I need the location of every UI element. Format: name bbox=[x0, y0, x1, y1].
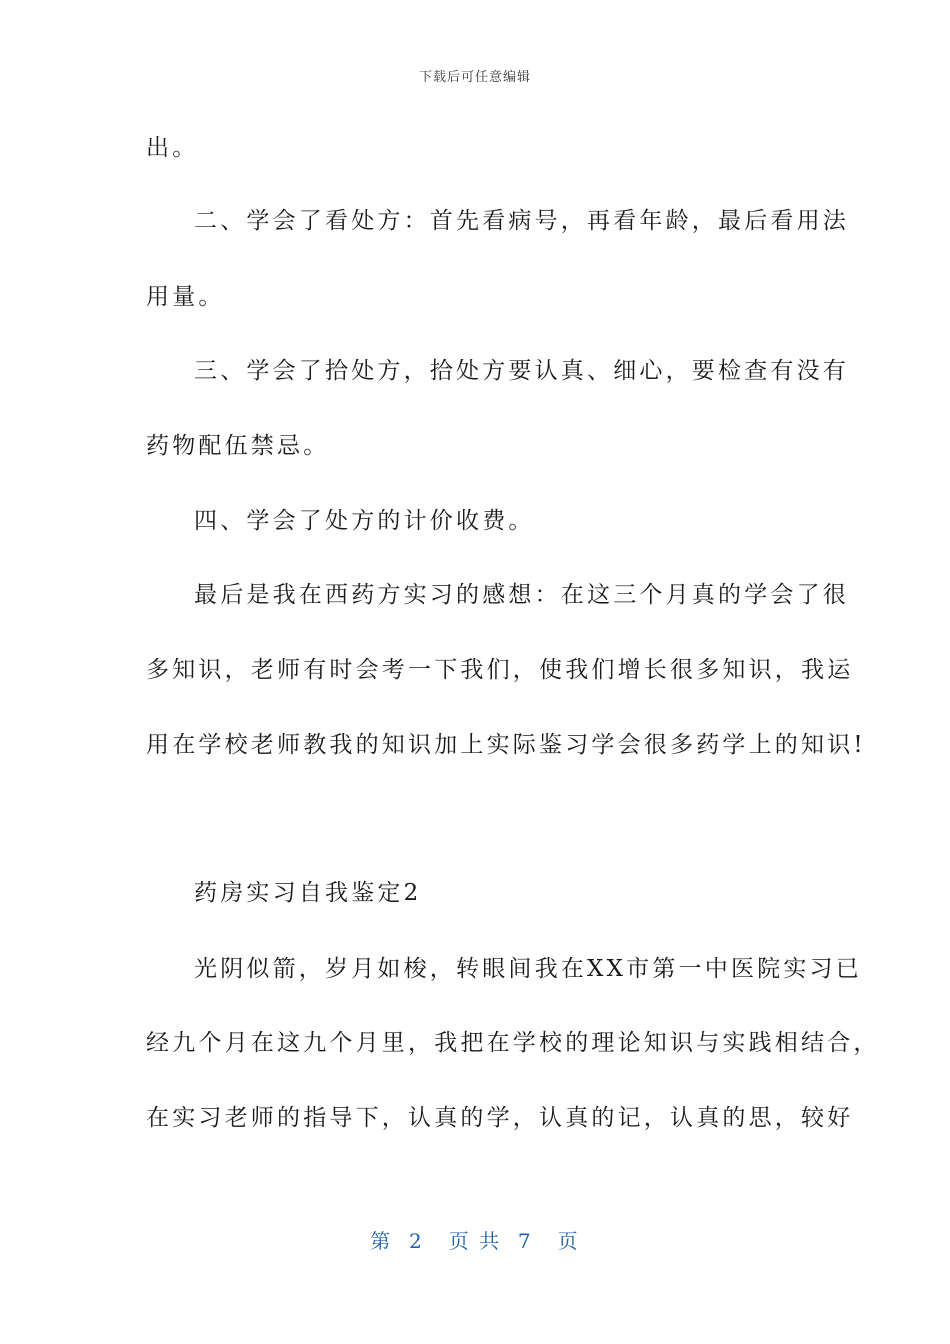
body-line: 用在学校老师教我的知识加上实际鉴习学会很多药学上的知识! bbox=[146, 732, 866, 758]
body-line: 最后是我在西药方实习的感想：在这三个月真的学会了很 bbox=[194, 582, 849, 608]
body-line: 出。 bbox=[146, 135, 199, 161]
body-line: 经九个月在这九个月里，我把在学校的理论知识与实践相结合， bbox=[146, 1030, 880, 1056]
body-line: 多知识，老师有时会考一下我们，使我们增长很多知识，我运 bbox=[146, 657, 854, 683]
body-line: 在实习老师的指导下，认真的学，认真的记，认真的思，较好 bbox=[146, 1105, 854, 1131]
body-line: 二、学会了看处方：首先看病号，再看年龄，最后看用法 bbox=[194, 208, 849, 234]
body-line: 药物配伍禁忌。 bbox=[146, 433, 330, 459]
body-line: 三、学会了拾处方，拾处方要认真、细心，要检查有没有 bbox=[194, 358, 849, 384]
body-line: 四、学会了处方的计价收费。 bbox=[194, 508, 535, 534]
page-header: 下载后可任意编辑 bbox=[418, 70, 531, 85]
page-footer: 第 2 页 共 7 页 bbox=[370, 1229, 580, 1253]
section-heading: 药房实习自我鉴定2 bbox=[194, 880, 422, 906]
body-line: 光阴似箭，岁月如梭，转眼间我在XX市第一中医院实习已 bbox=[194, 956, 862, 982]
body-line: 用量。 bbox=[146, 284, 225, 310]
